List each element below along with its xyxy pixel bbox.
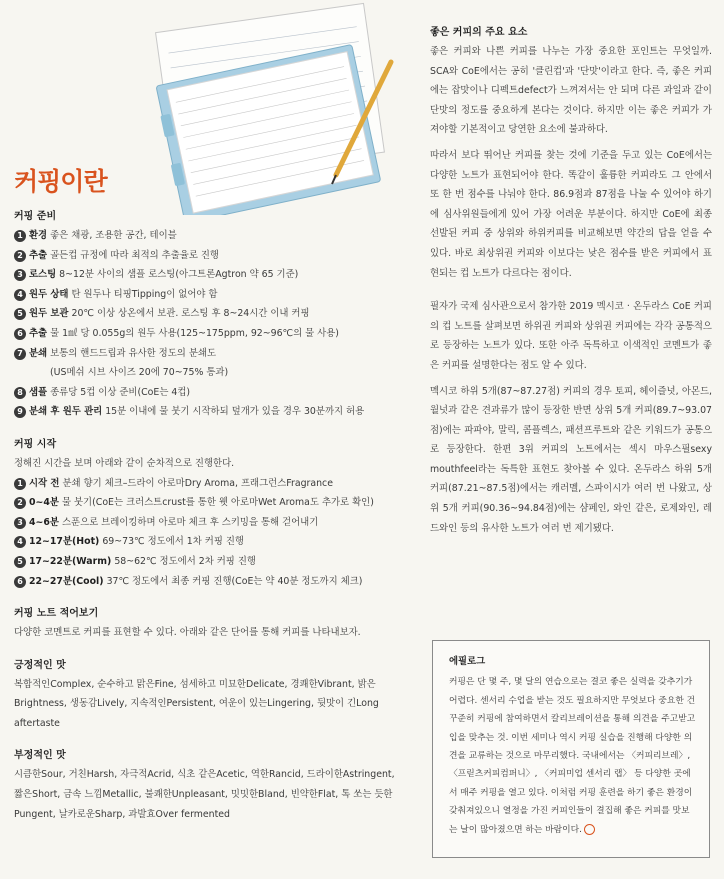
left-column <box>14 208 396 838</box>
prep-section <box>14 208 396 422</box>
item-label: 추출 <box>29 327 48 339</box>
start-heading: 커핑 시작 <box>14 438 57 450</box>
positive-heading: 긍정적인 맛 <box>14 659 66 671</box>
grind-note: (US메쉬 시브 사이즈 20에 70~75% 통과) <box>50 367 229 379</box>
positive-section <box>14 657 396 734</box>
number-badge: 4 <box>14 289 26 301</box>
number-badge: 6 <box>14 576 26 588</box>
item-label: 시작 전 <box>29 477 60 489</box>
item-text: 좋은 채광, 조용한 공간, 테이블 <box>50 230 177 241</box>
epilogue-heading: 에필로그 <box>449 656 486 667</box>
item-text: 58~62℃ 정도에서 2차 커핑 진행 <box>114 555 256 567</box>
key-paragraph: 멕시코 하위 5개(87~87.27점) 커피의 경우 토피, 헤이즐넛, 아몬드, 월넛과 같은 견과류가 많이 등장한 반면 상위 5개 커피(89.7~93.07점)에는 파파야, 말릭, 콤플렉스, 패션프루트와 같은 키워드가 공통으로 등장한다. 한편 3위 커피의 노트에서는 섹시 마우스필sexy mouthfeel라는 독특한 표현도 찾아볼 수 있다. 온두라스 하위 5개 커피(87.21~87.5점)에서는 캐러멜, 스파이시가 여러 번 나왔고, 상위 5개 커피(90.36~94.84점)에는 샴페인, 와인 같은, 로제와인, 레드와인 등의 유사한 노트가 여러 번 제기됐다. <box>430 385 712 534</box>
item-label: 원두 보관 <box>29 308 69 320</box>
item-text: 분쇄 향기 체크–드라이 아로마Dry Aroma, 프래그런스Fragrance <box>62 477 333 489</box>
item-label: 분쇄 후 원두 관리 <box>29 406 103 418</box>
negative-heading: 부정적인 맛 <box>14 750 66 762</box>
notes-section <box>14 605 396 643</box>
list-item <box>14 344 396 364</box>
positive-text: 복합적인Complex, 순수하고 맑은Fine, 섬세하고 미묘한Delicate, 경쾌한Vibrant, 밝은Brightness, 생동감Lively, 지속적인Persistent, 여운이 있는Lingering, 뒷맛이 긴Long aftertaste <box>14 678 379 729</box>
negative-section <box>14 747 396 824</box>
start-intro: 정해진 시간을 보며 아래와 같이 순차적으로 진행한다. <box>14 457 235 469</box>
item-label: 0~4분 <box>29 497 59 509</box>
number-badge: 8 <box>14 387 26 399</box>
item-label: 22~27분(Cool) <box>29 575 104 587</box>
prep-heading: 커핑 준비 <box>14 211 57 222</box>
number-badge: 9 <box>14 406 26 418</box>
item-label: 12~17분(Hot) <box>29 536 100 548</box>
key-paragraph: 좋은 커피와 나쁜 커피를 나누는 가장 중요한 포인트는 무엇일까. SCA와 CoE에서는 공히 '클린컵'과 '단맛'이라고 한다. 즉, 좋은 커피에는 잡맛이나 디펙트defect가 느껴져서는 안 되며 다른 과일과 같이 단맛의 정도를 중요하게 본다는 것이다. 하지만 이는 좋은 커피가 가져야할 기본적이고 당연한 요소에 불과하다. <box>430 46 712 136</box>
list-item <box>14 226 396 246</box>
number-badge: 5 <box>14 556 26 568</box>
page-title: 커핑이란 <box>14 167 107 196</box>
number-badge: 5 <box>14 308 26 320</box>
item-label: 원두 상태 <box>29 288 69 300</box>
item-label: 추출 <box>29 249 48 261</box>
list-item <box>14 532 396 552</box>
key-heading: 좋은 커피의 주요 요소 <box>430 27 528 38</box>
item-text: 20℃ 이상 상온에서 보관. 로스팅 후 8~24시간 이내 커핑 <box>71 308 310 320</box>
item-label: 로스팅 <box>29 269 57 281</box>
epilogue-box <box>432 640 710 858</box>
item-label: 4~6분 <box>29 516 59 528</box>
number-badge: 3 <box>14 517 26 529</box>
number-badge: 3 <box>14 269 26 281</box>
item-label: 17~22분(Warm) <box>29 555 112 567</box>
item-text: 스푼으로 브레이킹하며 아로마 체크 후 스키밍을 통해 걷어내기 <box>61 516 319 528</box>
item-label: 분쇄 <box>29 347 48 359</box>
item-text: 탄 원두나 티핑Tipping이 없어야 함 <box>71 288 218 300</box>
end-mark-icon <box>584 824 595 835</box>
item-text: 물 붓기(CoE는 크러스트crust를 통한 웻 아로마Wet Aroma도 추가로 확인) <box>61 497 374 509</box>
item-text: 69~73℃ 정도에서 1차 커핑 진행 <box>102 536 244 548</box>
number-badge: 2 <box>14 250 26 262</box>
number-badge: 1 <box>14 478 26 490</box>
list-item <box>14 265 396 285</box>
key-paragraph: 따라서 보다 뛰어난 커피를 찾는 것에 기준을 두고 있는 CoE에서는 다양한 노트가 표현되어야 한다. 똑같이 훌륭한 커피라도 그 안에서 또 한 번 점수를 나눠야 한다. 86.9점과 87점을 나눌 수 있어야 하기에 심사위원들에게 있어 가장 어려운 부분이다. 하지만 CoE에 최종 선발된 커피 중 상위와 하위커피를 비교해보면 약간의 답을 얻을 수 있다. 바로 최상위권 커피와 이보다는 낮은 점수를 받은 커피에서 표현되는 컵 노트가 다르다는 점이다. <box>430 149 712 279</box>
list-item <box>14 474 396 494</box>
negative-text: 시큼한Sour, 거친Harsh, 자극적Acrid, 식초 같은Acetic, 역한Rancid, 드라이한Astringent, 짧은Short, 금속 느낌Metallic, 불쾌한Unpleasant, 밋밋한Bland, 빈약한Flat, 톡 쏘는 듯한Pungent, 날카로운Sharp, 과발효Over fermented <box>14 769 395 820</box>
list-item <box>14 246 396 266</box>
list-item <box>14 402 396 422</box>
notes-heading: 커핑 노트 적어보기 <box>14 608 99 620</box>
list-item <box>14 552 396 572</box>
item-label: 환경 <box>29 230 48 241</box>
number-badge: 1 <box>14 230 26 242</box>
number-badge: 6 <box>14 328 26 340</box>
item-text: 종류당 5컵 이상 준비(CoE는 4컵) <box>50 386 191 398</box>
item-text: 보통의 핸드드립과 유사한 정도의 분쇄도 <box>50 347 217 359</box>
item-text: 골든컵 규정에 따라 최적의 추출율로 진행 <box>50 249 219 261</box>
list-item <box>14 513 396 533</box>
item-text: 37℃ 정도에서 최종 커핑 진행(CoE는 약 40분 정도까지 체크) <box>106 575 363 587</box>
list-item <box>14 324 396 344</box>
key-paragraph: 필자가 국제 심사관으로서 참가한 2019 멕시코 · 온두라스 CoE 커피의 컵 노트를 살펴보면 하위권 커피와 상위권 커피에는 각각 공통적으로 등장하는 노트가 있다. 또한 아주 독특하고 이색적인 코멘트가 좋은 커피를 설명한다는 점도 알 수 있다. <box>430 301 712 371</box>
item-text: 물 1㎖ 당 0.055g의 원두 사용(125~175ppm, 92~96℃의 물 사용) <box>50 327 339 339</box>
epilogue-text <box>449 673 697 839</box>
notes-intro: 다양한 코멘트로 커피를 표현할 수 있다. 아래와 같은 단어를 통해 커피를 나타내보자. <box>14 627 361 639</box>
number-badge: 7 <box>14 348 26 360</box>
list-item <box>14 383 396 403</box>
cupping-forms-photo <box>136 0 396 215</box>
list-item <box>14 285 396 305</box>
list-item <box>14 493 396 513</box>
number-badge: 4 <box>14 536 26 548</box>
item-label: 샘플 <box>29 386 48 398</box>
epilogue-body: 커핑은 단 몇 주, 몇 달의 연습으로는 결코 좋은 실력을 갖추기가 어렵다. 센서리 수업을 받는 것도 필요하지만 무엇보다 중요한 건 꾸준히 커핑에 참여하면서 칼리브레이션을 통해 의견을 주고받고 입을 맞추는 것. 이번 세미나 역시 커핑 실습을 진행해 다양한 의견을 교류하는 것으로 마무리했다. 국내에서는 〈커피리브레〉, 〈프릳츠커피컴퍼니〉, 〈커피미업 센서리 랩〉 등 다양한 곳에서 매주 커핑을 열고 있다. 이처럼 커핑 훈련을 하기 좋은 환경이 갖춰져있으니 열정을 가진 커피인들이 결집해 좋은 커피를 맛보는 날이 많아졌으면 하는 바람이다. <box>449 677 696 835</box>
list-item <box>14 572 396 592</box>
right-column <box>430 24 712 544</box>
item-text: 15분 이내에 물 붓기 시작하되 덮개가 있을 경우 30분까지 허용 <box>105 406 365 418</box>
number-badge: 2 <box>14 497 26 509</box>
start-section <box>14 436 396 591</box>
item-text: 8~12분 사이의 샘플 로스팅(아그트론Agtron 약 65 기준) <box>59 269 299 281</box>
list-item <box>14 304 396 324</box>
